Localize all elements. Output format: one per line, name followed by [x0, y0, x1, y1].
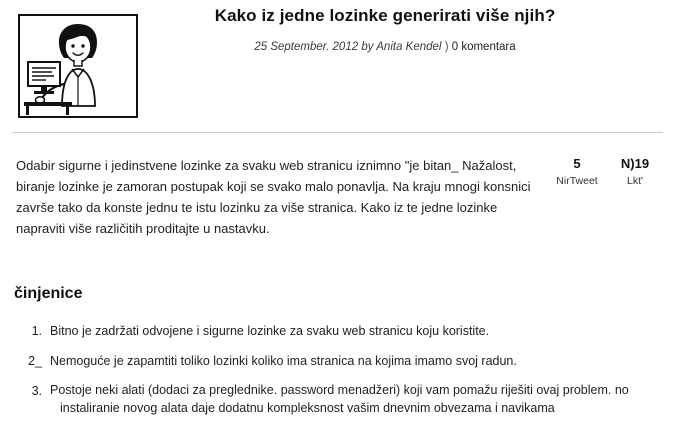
tweet-button[interactable]	[548, 155, 606, 189]
meta-separator: )	[444, 41, 449, 53]
list-item-text: Bitno je zadržati odvojene i sigurne lozinke za svaku web stranicu koju koristite.	[50, 324, 490, 338]
share-widgets	[548, 155, 660, 207]
list-item-number: 3.	[31, 384, 42, 398]
like-count: N)19	[620, 156, 650, 171]
list-item-text: Nemoguće je zapamtiti toliko lozinki koliko ima stranica na kojima imamo svoj radun.	[50, 354, 517, 368]
post-by-prefix: by	[361, 41, 374, 53]
list-item-text-continued: instaliranie novog alata daje dodatnu kompleksnost vašim dnevnim obvezama i navikama	[60, 401, 555, 415]
like-label: Lkt'	[626, 175, 643, 187]
like-button[interactable]	[610, 155, 660, 189]
list-item	[14, 352, 654, 370]
list-item-number: 2_	[28, 354, 42, 368]
post-comments-link[interactable]: 0 komentara	[451, 41, 516, 53]
page-title: Kako iz jedne lozinke generirati više njih?	[214, 6, 556, 25]
post-meta	[150, 41, 620, 53]
post-author[interactable]: Anita Kendel	[376, 41, 442, 53]
post-date: 25 September. 2012	[254, 41, 359, 53]
article-header	[0, 0, 675, 128]
facts-list	[14, 322, 654, 429]
tweet-label: NirTweet	[556, 175, 598, 187]
section-heading-facts: činjenice	[14, 285, 83, 302]
list-item	[14, 382, 654, 417]
tweet-count: 5	[573, 156, 581, 171]
person-at-computer-illustration	[18, 14, 138, 118]
header-divider	[12, 132, 663, 133]
list-item-text: Postoje neki alati (dodaci za preglednike. password menadžeri) koji vam pomažu riješiti ovaj problem. no	[50, 383, 629, 397]
list-item-number: 1.	[31, 324, 42, 338]
article-intro-paragraph: Odabir sigurne i jedinstvene lozinke za svaku web stranicu iznimno "je bitan_ Nažalost, biranje lozinke je zamoran postupak koji se svako malo ponavlja. Na kraju mnogi konsnici završe tako da konste jednu te istu lozinku za više stranica. Kako iz te jedne lozinke napraviti više različitih proditajte u nastavku.	[16, 158, 531, 236]
list-item	[14, 322, 654, 340]
